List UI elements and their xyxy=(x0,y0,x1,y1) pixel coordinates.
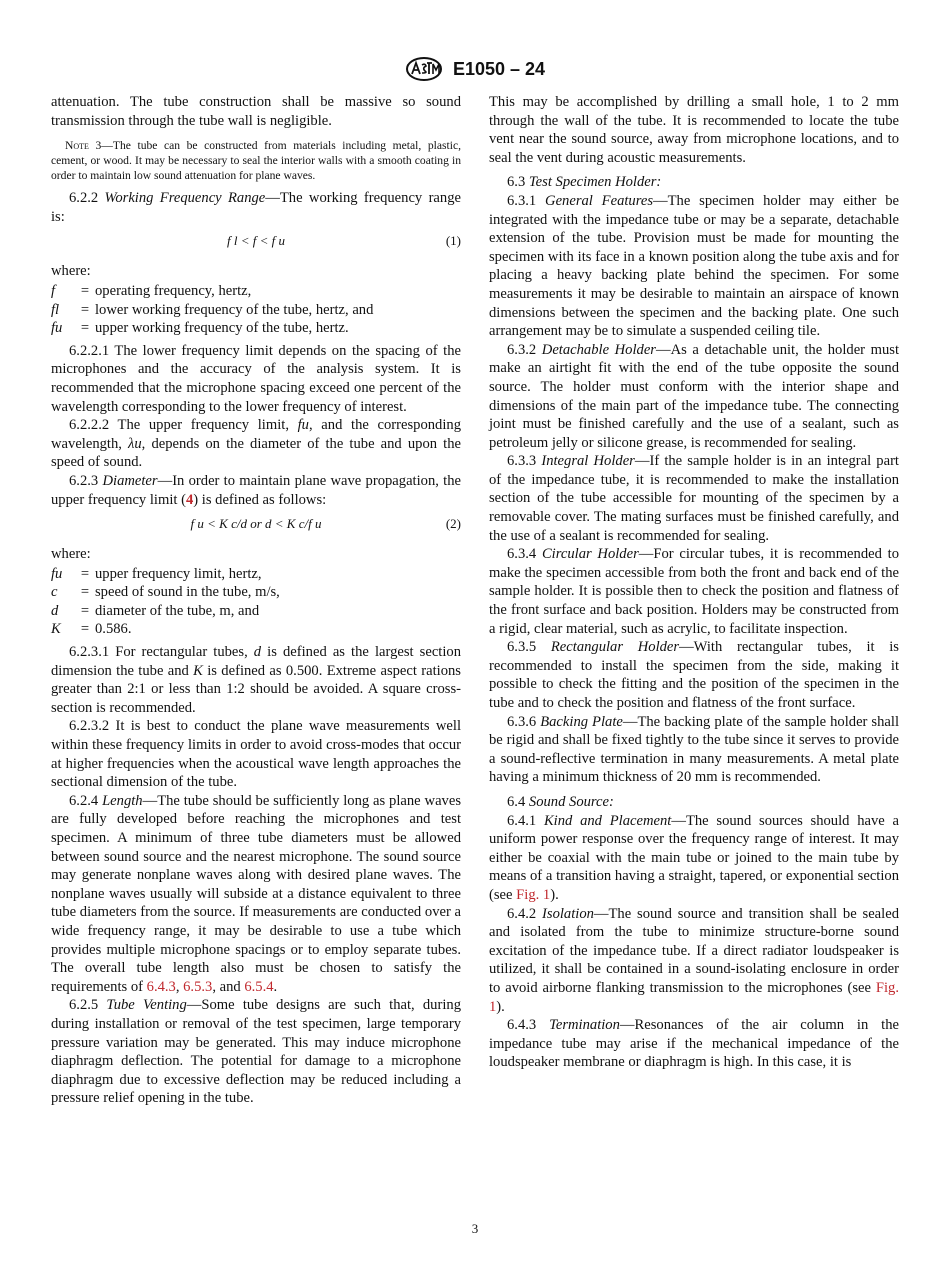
where-label: where: xyxy=(51,263,91,280)
section-6-3-1 xyxy=(489,192,899,341)
definition-symbol: d xyxy=(51,602,59,619)
section-number: 6.3.5 xyxy=(507,639,551,656)
section-title: Working Frequency Range xyxy=(104,190,266,207)
definition-text: speed of sound in the tube, m/s, xyxy=(95,584,280,601)
section-text: —The sound sources should have a uniform power response over the frequency range of interest. It may either be coaxial with the main tube or joined to the main tube by means of a transition having a straight, tapered, or exponential section (see xyxy=(489,812,899,903)
section-text: —The sound source and transition shall be sealed and isolated from the tube to minimize structure-borne sound excitation of the impedance tube. If a direct radiator loudspeaker is utilized, it shall be contained in a sound-isolating enclosure in order to avoid airborne flanking transmission to the microphones (see xyxy=(489,905,899,996)
definition-row xyxy=(51,282,373,301)
reference-link[interactable]: 4 xyxy=(185,491,194,508)
symbol-fu: fu xyxy=(297,417,309,434)
section-6-2-2-1: 6.2.2.1 The lower frequency limit depends on the spacing of the microphones and the accuracy of the analysis system. It is recommended that the microphone spacing exceed one percent of the wavelength corresponding to the lower frequency of interest. xyxy=(51,342,461,415)
section-title: Detachable Holder xyxy=(541,341,656,358)
section-text: —The working frequency range is: xyxy=(51,190,461,225)
section-6-4-3 xyxy=(489,1016,899,1072)
where-label: where: xyxy=(51,546,91,563)
definition-equals: = xyxy=(80,282,90,299)
definition-equals: = xyxy=(80,301,90,318)
section-number: 6.3.3 xyxy=(507,453,542,470)
text-run: , and xyxy=(212,978,245,995)
page-header xyxy=(0,56,950,82)
text-run: is defined as 0.500. Extreme aspect rations greater than 2:1 or less than 1:2 should be avoided. A square cross-section is recommended. xyxy=(51,662,461,716)
symbol-d: d xyxy=(253,644,262,661)
text-run: , depends on the diameter of the tube and upon the speed of sound. xyxy=(51,435,461,471)
paragraph-continued: This may be accomplished by drilling a small hole, 1 to 2 mm through the wall of the tube. It is recommended to locate the tube vent near the sound source, away from microphone locations, and to seal the vent during acoustic measurements. xyxy=(489,94,899,166)
definition-equals: = xyxy=(80,320,90,337)
section-text: —If the sample holder is in an integral part of the impedance tube, it is recommended to make the installation section of the tube accessible for mounting of the specimen by a removable cover. The mating surfaces must be finished carefully, and the use of a sealant is recommended for sealing. xyxy=(489,453,899,544)
section-title: Integral Holder xyxy=(541,453,635,470)
definition-row xyxy=(51,602,280,621)
astm-logo-icon xyxy=(405,56,443,82)
text-run: 6.2.2.2 The upper frequency limit, xyxy=(69,417,298,434)
equation-expression xyxy=(51,232,461,251)
figure-link[interactable]: Fig. 1 xyxy=(489,979,899,1015)
definition-symbol: K xyxy=(51,621,61,638)
equation-number: (1) xyxy=(445,233,461,249)
section-number: 6.4.1 xyxy=(507,812,544,829)
equation-number: (2) xyxy=(445,516,461,532)
definition-list-2 xyxy=(51,565,280,639)
section-number: 6.3.4 xyxy=(507,546,542,563)
note-3 xyxy=(51,138,461,183)
section-title: Tube Venting xyxy=(106,997,187,1014)
text-run: 6.2.3.1 For rectangular tubes, xyxy=(69,644,254,661)
figure-link[interactable]: Fig. 1 xyxy=(516,886,551,903)
section-title: Test Specimen Holder: xyxy=(528,174,662,191)
definition-symbol: fu xyxy=(51,565,63,582)
section-number: 6.3.2 xyxy=(507,341,542,358)
definition-symbol: c xyxy=(51,584,58,601)
section-6-2-3-2: 6.2.3.2 It is best to conduct the plane wave measurements well within these frequency limits in order to avoid cross-modes that occur at higher frequencies when the acoustical wave length approaches the sectional dimension of the tube. xyxy=(51,718,461,791)
section-title: Kind and Placement xyxy=(543,812,672,829)
text-run: , xyxy=(175,978,184,995)
section-6-3-2 xyxy=(489,341,899,453)
section-title: Sound Source: xyxy=(528,793,614,810)
section-text: —Resonances of the air column in the impedance tube may arise if the mechanical impedance of the loudspeaker membrane or diaphragm is high. In this case, it is xyxy=(489,1017,899,1071)
section-number: 6.4.2 xyxy=(507,905,543,922)
equation-2-text: f u < K c/d or d < K c/f u xyxy=(190,516,322,532)
definition-text: 0.586. xyxy=(95,621,132,638)
left-column xyxy=(51,93,461,1108)
section-text: —With rectangular tubes, it is recommended to install the specimen from the side, making it possible to check the fitting and the position of the specimen in the tube and to check the position and flatness of the front surface. xyxy=(489,639,899,711)
equation-expression xyxy=(51,515,461,534)
section-title: Circular Holder xyxy=(541,546,639,563)
definition-row xyxy=(51,301,373,320)
symbol-lambda-u: λu xyxy=(128,435,142,452)
paragraph-continued: attenuation. The tube construction shall be massive so sound transmission through the tube wall is negligible. xyxy=(51,94,461,129)
text-run: is defined as the largest section dimension the tube and xyxy=(51,644,461,679)
definition-row xyxy=(51,319,373,338)
text-run: ). xyxy=(496,998,505,1015)
page-number: 3 xyxy=(471,1221,479,1236)
note-label: Note xyxy=(65,139,89,153)
section-title: Backing Plate xyxy=(540,713,623,730)
reference-link[interactable]: 6.4.3 xyxy=(146,978,176,995)
section-6-4 xyxy=(489,793,899,812)
section-6-2-3-1 xyxy=(51,643,461,717)
right-column xyxy=(489,93,899,1072)
definition-text: upper frequency limit, hertz, xyxy=(95,565,262,582)
section-6-3-6 xyxy=(489,713,899,787)
text-run: . xyxy=(273,978,278,995)
definition-row xyxy=(51,565,280,584)
section-6-4-1 xyxy=(489,812,899,905)
text-run: —In order to maintain plane wave propagation, the upper frequency limit ( xyxy=(51,472,461,508)
text-run: ) is defined as follows: xyxy=(193,491,327,508)
section-number: 6.2.2 xyxy=(69,190,105,207)
definition-equals: = xyxy=(80,584,90,601)
section-text: —For circular tubes, it is recommended to make the specimen accessible from both the front and back end of the sample holder. It is possible then to check the position and flatness of the front surface and back position. Holders may be constructed from a rigid, clear material, such as acrylic, to facilitate inspection. xyxy=(489,546,899,637)
standard-designation: E1050 – 24 xyxy=(452,58,546,79)
text-run: ). xyxy=(550,886,559,903)
section-6-3 xyxy=(489,173,899,192)
section-title: Isolation xyxy=(542,905,594,922)
section-number: 6.2.4 xyxy=(69,792,103,809)
definition-text: lower working frequency of the tube, hertz, and xyxy=(95,301,374,318)
text-run: , and the corresponding wavelength, xyxy=(51,417,461,452)
equation-1 xyxy=(51,232,461,254)
section-text: —The tube should be sufficiently long as plane waves are fully developed before reaching the microphones and test specimen. A minimum of three tube diameters must be allowed between sound source and the nearest microphone. The sound source may generate nonplane waves along with desired plane waves. The nonplane waves usually will subside at a distance equivalent to three tube diameters from the source. If measurements are conducted over a wide frequency range, it may be desirable to use a tube which provides multiple microphone spacings or to employ separate tubes. The overall tube length also must be chosen to satisfy the requirements of xyxy=(51,792,461,995)
definition-text: upper working frequency of the tube, hertz. xyxy=(95,320,349,337)
definition-symbol: fl xyxy=(51,301,60,318)
section-6-3-4 xyxy=(489,545,899,638)
section-text: —As a detachable unit, the holder must make an airtight fit with the end of the tube opposite the sound source. The holder must conform with the interior shape and dimensions of the main part of the impedance tube. The connecting joint must be finished carefully and the use of a sealant, such as petroleum jelly or silicone grease, is recommended for sealing. xyxy=(489,341,899,451)
note-text: The tube can be constructed from materials including metal, plastic, cement, or wood. It may be necessary to seal the interior walls with a smooth coating in order to maintain low sound attenuation for plane waves. xyxy=(51,139,461,183)
definition-text: operating frequency, hertz, xyxy=(95,282,252,299)
definition-text: diameter of the tube, m, and xyxy=(95,602,260,619)
note-number: 3— xyxy=(88,139,113,153)
definition-row xyxy=(51,583,280,602)
section-title: Rectangular Holder xyxy=(550,639,680,656)
definition-row xyxy=(51,620,280,639)
section-number: 6.2.3 xyxy=(69,472,103,489)
section-number: 6.3.1 xyxy=(507,192,546,209)
section-6-3-3 xyxy=(489,452,899,545)
section-title: Length xyxy=(102,792,143,809)
definition-symbol: fu xyxy=(51,320,63,337)
section-6-4-2 xyxy=(489,905,899,1017)
reference-link[interactable]: 6.5.4 xyxy=(244,978,274,995)
section-6-2-2-2 xyxy=(51,416,461,472)
section-6-2-2 xyxy=(51,189,461,226)
reference-link[interactable]: 6.5.3 xyxy=(183,978,213,995)
section-number: 6.4.3 xyxy=(507,1017,550,1034)
section-text: —Some tube designs are such that, during during installation or removal of the test specimen, large temporary pressure variation may be generated. This may induce microphone diaphragm deflection. The potential for damage to a microphone diaphragm due to excessive deflection may be reduced including a pressure relief opening in the tube. xyxy=(51,997,461,1107)
section-6-2-3 xyxy=(51,472,461,509)
section-6-2-5 xyxy=(51,996,461,1108)
definition-list-1 xyxy=(51,282,373,338)
equation-1-text: f l < f < f u xyxy=(227,233,285,249)
section-number: 6.2.5 xyxy=(69,997,107,1014)
section-text: —The specimen holder may either be integrated with the impedance tube or may be a separate, detachable extension of the tube. Provision must be made for mounting the specimen with its face in a known position along the tube axis and for placing a heavy backing plate behind the specimen. For some measurements it may be desirable to maintain an airspace of known dimensions between the specimen and the backing plate. One such arrangement may be to simulate a suspended ceiling tile. xyxy=(489,192,899,340)
section-title: Diameter xyxy=(102,472,158,489)
definition-equals: = xyxy=(80,602,90,619)
section-6-3-5 xyxy=(489,638,899,712)
definition-equals: = xyxy=(80,565,90,582)
definition-symbol: f xyxy=(51,282,56,299)
section-title: General Features xyxy=(545,192,654,209)
definition-equals: = xyxy=(80,621,90,638)
section-number: 6.3.6 xyxy=(507,713,541,730)
section-number: 6.4 xyxy=(507,793,529,810)
equation-2 xyxy=(51,515,461,537)
section-number: 6.3 xyxy=(507,174,529,191)
section-text: —The backing plate of the sample holder shall be rigid and shall be fixed tightly to the tube since it serves to provide a sound-reflective termination in many measurements. A metal plate having a minimum thickness of 20 mm is recommended. xyxy=(489,713,899,786)
symbol-K: K xyxy=(193,662,203,679)
section-title: Termination xyxy=(549,1017,620,1034)
section-6-2-4 xyxy=(51,792,461,997)
